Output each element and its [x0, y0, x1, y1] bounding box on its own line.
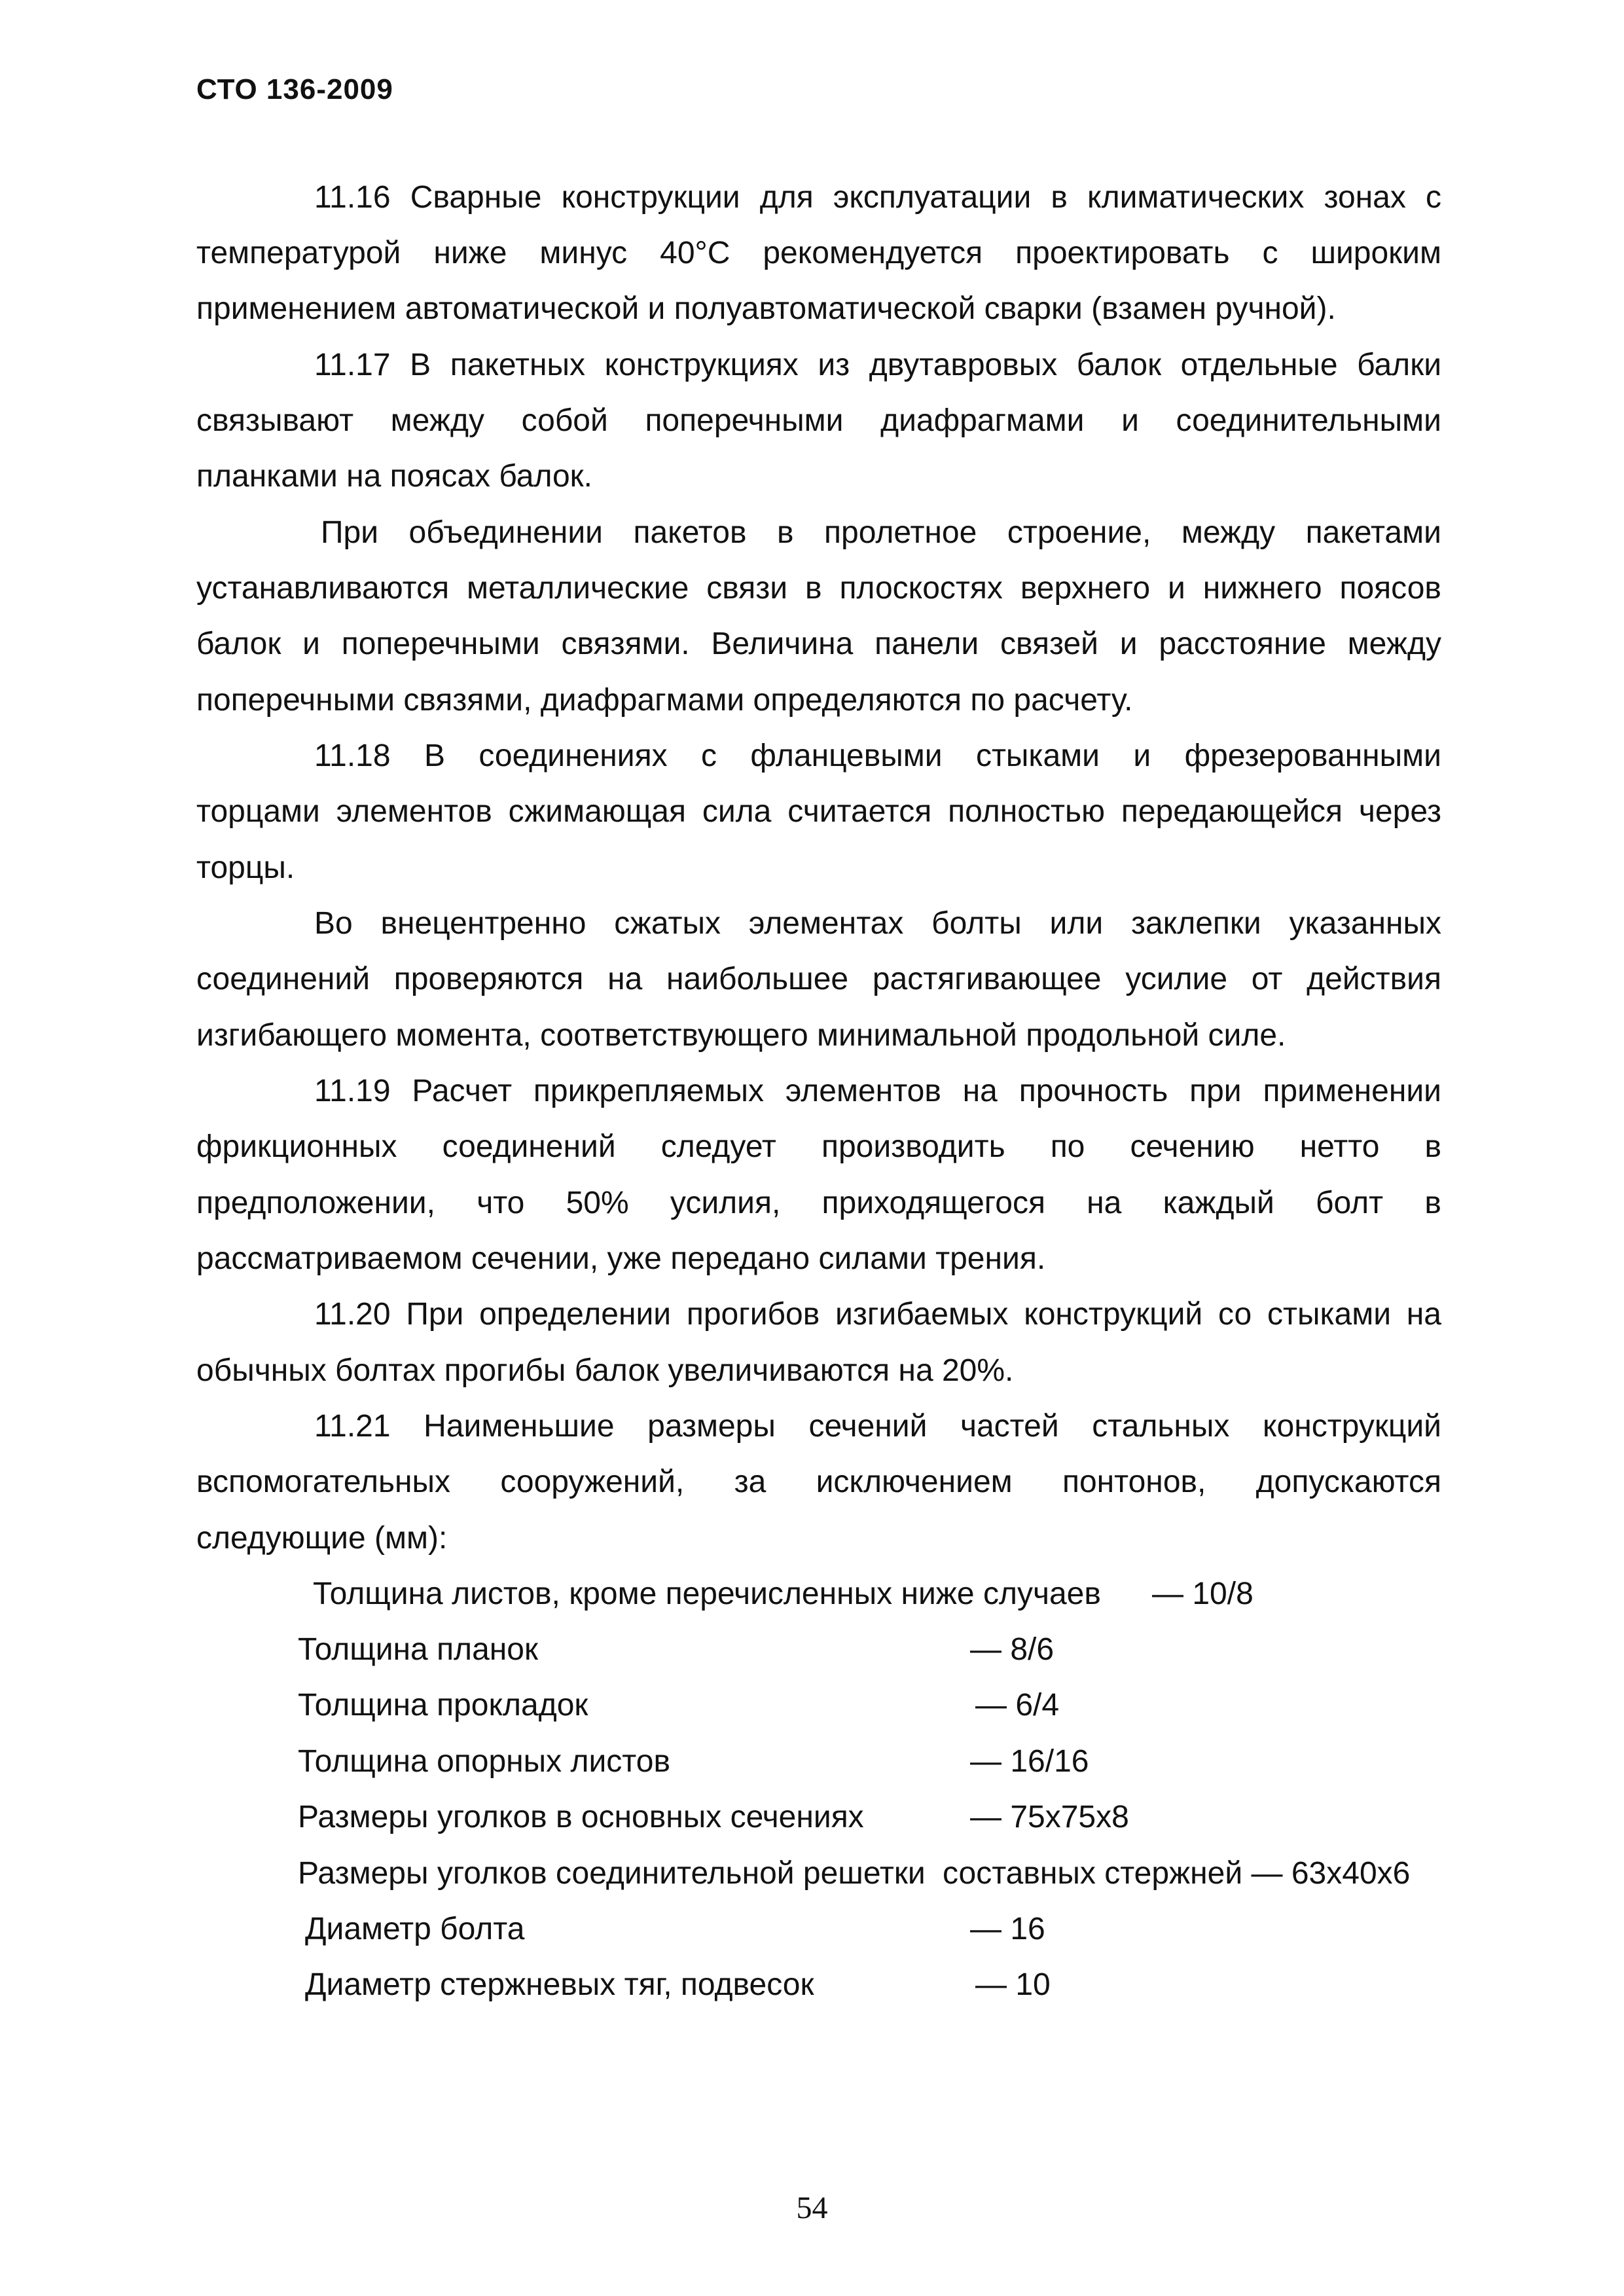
word: 40°С: [660, 236, 731, 270]
word: расстояние: [1159, 627, 1326, 661]
word: прогибов: [686, 1297, 820, 1332]
word: связывают: [196, 403, 354, 438]
word: двутавровых: [869, 348, 1058, 382]
word: усилия,: [670, 1186, 781, 1220]
para-union-line-2: [196, 569, 1441, 608]
word: в: [776, 515, 794, 550]
word: элементов: [336, 794, 492, 829]
word: в: [1424, 1129, 1441, 1164]
word: панели: [875, 627, 979, 661]
page-number: 54: [796, 2191, 828, 2225]
para-11-19-line-2: [196, 1127, 1441, 1167]
word: балок: [196, 627, 281, 661]
para-11-21-line-3: следующие (мм):: [196, 1521, 448, 1556]
word: приходящегося: [821, 1186, 1045, 1220]
word: с: [701, 738, 717, 773]
para-11-18-line-2: [196, 792, 1441, 831]
word: и: [1119, 627, 1138, 661]
word: от: [1251, 962, 1283, 996]
word: внецентренно: [380, 906, 586, 941]
word: вспомогательных: [196, 1465, 451, 1499]
spec-gasket-thickness-value: — 6/4: [975, 1688, 1060, 1722]
spec-gasket-thickness-label: Толщина прокладок: [298, 1688, 588, 1722]
word: Наименьшие: [424, 1409, 615, 1444]
word: из: [818, 348, 850, 382]
spec-main-angle-size-label: Размеры уголков в основных сечениях: [298, 1800, 864, 1834]
word: в: [1051, 180, 1068, 215]
para-eccentric-line-3: изгибающего момента, соответствующего минимальной продольной силе.: [196, 1018, 1286, 1053]
word: ниже: [433, 236, 507, 270]
word: При: [406, 1297, 464, 1332]
spec-sheet-thickness-value: — 10/8: [1152, 1576, 1254, 1611]
word: изгибаемых: [835, 1297, 1009, 1332]
word: поперечными: [341, 627, 540, 661]
word: и: [302, 627, 320, 661]
word: 11.20: [314, 1297, 391, 1332]
word: пакетов: [633, 515, 747, 550]
word: поясов: [1339, 571, 1441, 606]
word: пролетное: [824, 515, 977, 550]
word: или: [1049, 906, 1104, 941]
word: и: [1133, 738, 1151, 773]
word: стыками: [1267, 1297, 1391, 1332]
para-11-19-line-4: рассматриваемом сечении, уже передано силами трения.: [196, 1241, 1046, 1276]
para-11-20-line-1: [314, 1295, 1441, 1334]
word: В: [424, 738, 445, 773]
word: проектировать: [1015, 236, 1230, 270]
word: связи: [706, 571, 788, 606]
para-11-19-line-3: [196, 1184, 1441, 1223]
para-eccentric-line-1: [314, 904, 1441, 943]
word: по: [1050, 1129, 1085, 1164]
word: связями.: [561, 627, 690, 661]
para-11-21-line-2: [196, 1463, 1441, 1502]
word: с: [1426, 180, 1441, 215]
word: пакетных: [450, 348, 586, 382]
word: применении: [1263, 1074, 1441, 1108]
para-eccentric-line-2: [196, 960, 1441, 999]
word: элементах: [748, 906, 904, 941]
word: указанных: [1289, 906, 1441, 941]
spec-bearing-sheet-thickness-value: — 16/16: [970, 1744, 1089, 1779]
spec-bolt-diameter-label: Диаметр болта: [305, 1912, 525, 1946]
word: фланцевыми: [750, 738, 943, 773]
para-union-line-1: [321, 513, 1441, 553]
word: наибольшее: [666, 962, 849, 996]
word: фрезерованными: [1184, 738, 1441, 773]
word: Сварные: [410, 180, 542, 215]
spec-rod-diameter-value: — 10: [975, 1967, 1051, 2002]
word: что: [477, 1186, 525, 1220]
word: фрикционных: [196, 1129, 397, 1164]
word: нижнего: [1202, 571, 1322, 606]
word: прочность: [1019, 1074, 1168, 1108]
word: исключением: [816, 1465, 1013, 1499]
word: между: [1181, 515, 1276, 550]
spec-rod-diameter-label: Диаметр стержневых тяг, подвесок: [305, 1967, 814, 2002]
word: через: [1358, 794, 1441, 829]
para-11-16-line-3: применением автоматической и полуавтоматической сварки (взамен ручной).: [196, 291, 1336, 326]
para-11-18-line-1: [314, 737, 1441, 776]
para-union-line-3: [196, 625, 1441, 664]
word: соединений: [442, 1129, 616, 1164]
word: 11.21: [314, 1409, 391, 1444]
word: болт: [1316, 1186, 1384, 1220]
word: на: [607, 962, 643, 996]
word: отдельные: [1180, 348, 1338, 382]
word: предположении,: [196, 1186, 435, 1220]
word: действия: [1307, 962, 1441, 996]
word: производить: [821, 1129, 1005, 1164]
word: сила: [702, 794, 772, 829]
word: и: [1121, 403, 1139, 438]
para-11-21-line-1: [314, 1407, 1441, 1446]
word: стыками: [975, 738, 1100, 773]
para-11-16-line-1: [314, 178, 1441, 217]
spec-strip-thickness-value: — 8/6: [970, 1632, 1055, 1667]
word: растягивающее: [872, 962, 1102, 996]
word: частей: [960, 1409, 1059, 1444]
word: сооружений,: [500, 1465, 685, 1499]
word: понтонов,: [1062, 1465, 1206, 1499]
word: за: [734, 1465, 767, 1499]
spec-bearing-sheet-thickness-label: Толщина опорных листов: [298, 1744, 670, 1779]
word: устанавливаются: [196, 571, 450, 606]
word: элементов: [785, 1074, 941, 1108]
word: плоскостях: [839, 571, 1003, 606]
word: 11.18: [314, 738, 391, 773]
word: В: [410, 348, 431, 382]
word: торцами: [196, 794, 320, 829]
word: на: [1406, 1297, 1441, 1332]
spec-lattice-angle-size-label: Размеры уголков соединительной решетки: [298, 1856, 926, 1891]
word: зонах: [1324, 180, 1406, 215]
word: сжимающая: [508, 794, 686, 829]
word: 50%: [566, 1186, 629, 1220]
para-11-17-line-3: планками на поясах балок.: [196, 459, 593, 494]
word: При: [321, 515, 379, 550]
word: допускаются: [1255, 1465, 1441, 1499]
word: сечений: [808, 1409, 928, 1444]
word: связей: [1000, 627, 1098, 661]
word: полностью: [948, 794, 1105, 829]
word: поперечными: [645, 403, 844, 438]
word: 11.19: [314, 1074, 391, 1108]
word: конструкций: [1262, 1409, 1441, 1444]
word: размеры: [647, 1409, 776, 1444]
word: балки: [1357, 348, 1441, 382]
word: заклепки: [1130, 906, 1261, 941]
word: на: [962, 1074, 998, 1108]
word: со: [1218, 1297, 1252, 1332]
word: широким: [1310, 236, 1441, 270]
word: конструкций: [1024, 1297, 1203, 1332]
word: в: [1424, 1186, 1441, 1220]
spec-strip-thickness-label: Толщина планок: [298, 1632, 538, 1667]
word: каждый: [1163, 1186, 1274, 1220]
word: 11.16: [314, 180, 391, 215]
word: Расчет: [412, 1074, 513, 1108]
word: строение,: [1007, 515, 1151, 550]
word: Во: [314, 906, 353, 941]
para-11-16-line-2: [196, 234, 1441, 273]
word: пакетами: [1305, 515, 1441, 550]
word: сечению: [1130, 1129, 1255, 1164]
word: балок: [1076, 348, 1162, 382]
para-union-line-4: поперечными связями, диафрагмами определяются по расчету.: [196, 683, 1133, 718]
word: проверяются: [393, 962, 584, 996]
word: для: [759, 180, 814, 215]
word: соединений: [196, 962, 370, 996]
word: рекомендуется: [763, 236, 983, 270]
word: с: [1262, 236, 1278, 270]
word: в: [804, 571, 822, 606]
word: объединении: [408, 515, 603, 550]
word: конструкции: [561, 180, 740, 215]
word: болты: [931, 906, 1022, 941]
word: усилие: [1125, 962, 1228, 996]
spec-lattice-angle-size-value: составных стержней — 63х40х6: [943, 1856, 1411, 1891]
word: конструкциях: [604, 348, 799, 382]
word: температурой: [196, 236, 401, 270]
para-11-17-line-2: [196, 401, 1441, 441]
word: собой: [521, 403, 608, 438]
word: считается: [787, 794, 932, 829]
word: следует: [660, 1129, 776, 1164]
para-11-19-line-1: [314, 1072, 1441, 1111]
word: минус: [539, 236, 628, 270]
word: соединениях: [478, 738, 668, 773]
word: Величина: [711, 627, 854, 661]
para-11-18-line-3: торцы.: [196, 850, 295, 885]
para-11-17-line-1: [314, 346, 1441, 385]
spec-main-angle-size-value: — 75х75х8: [970, 1800, 1129, 1834]
word: нетто: [1299, 1129, 1380, 1164]
word: и: [1167, 571, 1185, 606]
word: между: [390, 403, 484, 438]
word: эксплуатации: [833, 180, 1032, 215]
word: металлические: [467, 571, 689, 606]
document-header: СТО 136-2009: [196, 73, 393, 105]
word: на: [1087, 1186, 1122, 1220]
word: соединительными: [1176, 403, 1441, 438]
word: между: [1347, 627, 1441, 661]
para-11-20-line-2: обычных болтах прогибы балок увеличиваются на 20%.: [196, 1353, 1014, 1388]
word: диафрагмами: [880, 403, 1085, 438]
word: определении: [479, 1297, 672, 1332]
word: при: [1189, 1074, 1242, 1108]
word: сжатых: [614, 906, 721, 941]
word: 11.17: [314, 348, 391, 382]
word: прикрепляемых: [533, 1074, 764, 1108]
spec-bolt-diameter-value: — 16: [970, 1912, 1045, 1946]
word: стальных: [1092, 1409, 1230, 1444]
spec-sheet-thickness-label: Толщина листов, кроме перечисленных ниже случаев: [313, 1576, 1101, 1611]
word: верхнего: [1020, 571, 1151, 606]
word: климатических: [1087, 180, 1305, 215]
word: передающейся: [1121, 794, 1343, 829]
